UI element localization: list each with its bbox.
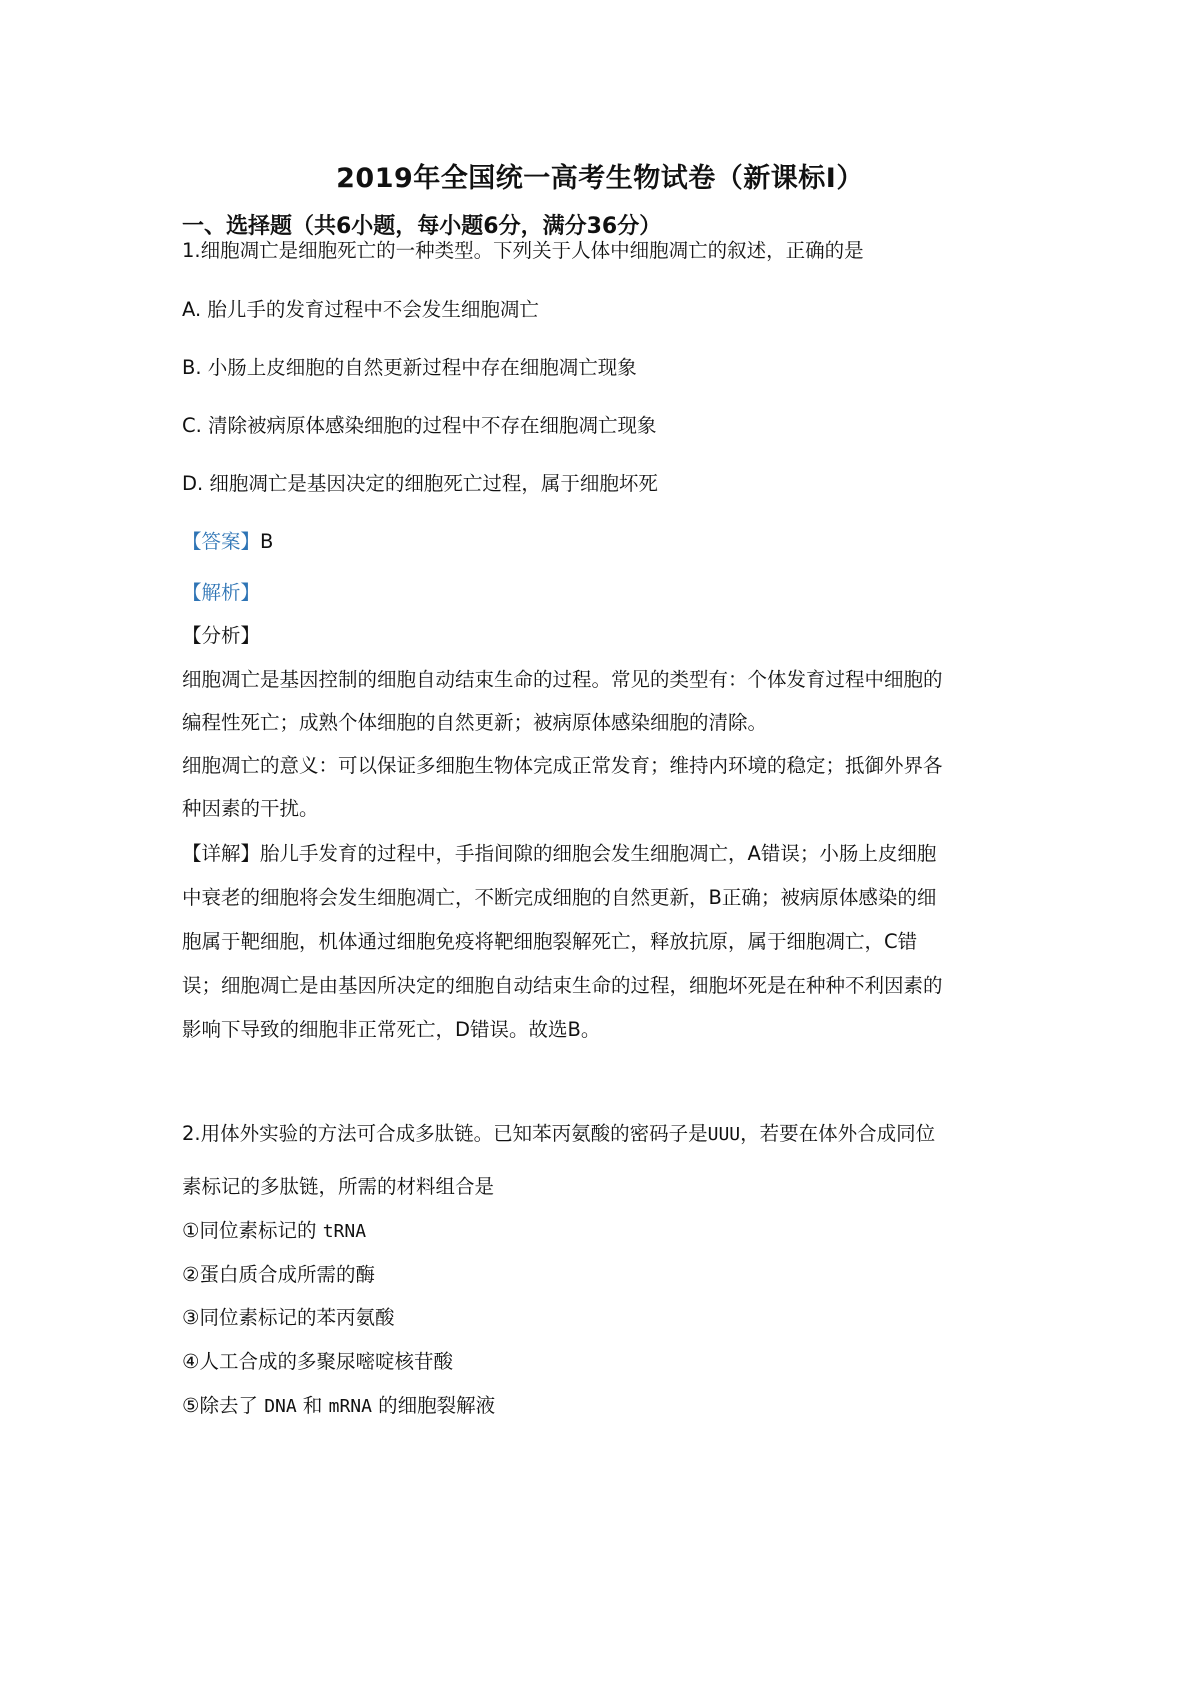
question-1-option-b: B. 小肠上皮细胞的自然更新过程中存在细胞凋亡现象 bbox=[182, 356, 637, 379]
section-heading: 一、选择题（共6小题，每小题6分，满分36分） bbox=[182, 214, 662, 239]
question-2-item-5 bbox=[182, 1392, 495, 1421]
item-text: 和 bbox=[296, 1394, 329, 1417]
question-2-item-2 bbox=[182, 1261, 375, 1289]
fenxi-tag: 【分析】 bbox=[182, 624, 261, 647]
question-2-stem bbox=[182, 1120, 935, 1149]
item-mono: tRNA bbox=[322, 1221, 367, 1242]
item-mono: DNA bbox=[264, 1396, 297, 1417]
page-title: 2019年全国统一高考生物试卷（新课标Ⅰ） bbox=[336, 163, 864, 194]
item-mono: mRNA bbox=[328, 1396, 372, 1417]
detail-line-5: 影响下导致的细胞非正常死亡，D错误。故选B。 bbox=[182, 1018, 601, 1041]
question-1-option-a: A. 胎儿手的发育过程中不会发生细胞凋亡 bbox=[182, 298, 539, 321]
question-2-stem-a: 2.用体外实验的方法可合成多肽链。已知苯丙氨酸的密码子是 bbox=[182, 1122, 708, 1145]
fenxi-line-4: 种因素的干扰。 bbox=[182, 797, 319, 820]
detail-line-1 bbox=[182, 840, 936, 868]
question-2-item-4 bbox=[182, 1348, 453, 1376]
detail-line-4: 误；细胞凋亡是由基因所决定的细胞自动结束生命的过程，细胞坏死是在种种不利因素的 bbox=[182, 974, 943, 997]
item-text: ①同位素标记的 bbox=[182, 1219, 323, 1242]
fenxi-line-3: 细胞凋亡的意义：可以保证多细胞生物体完成正常发育；维持内环境的稳定；抵御外界各 bbox=[182, 754, 943, 777]
fenxi-line-2: 编程性死亡；成熟个体细胞的自然更新；被病原体感染细胞的清除。 bbox=[182, 711, 768, 734]
question-1-stem: 1.细胞凋亡是细胞死亡的一种类型。下列关于人体中细胞凋亡的叙述，正确的是 bbox=[182, 239, 864, 262]
codon: UUU bbox=[707, 1124, 741, 1145]
answer-tag: 【答案】 bbox=[182, 530, 261, 553]
question-2-item-3 bbox=[182, 1304, 394, 1332]
analysis-tag: 【解析】 bbox=[182, 581, 261, 604]
fenxi-line-1: 细胞凋亡是基因控制的细胞自动结束生命的过程。常见的类型有：个体发育过程中细胞的 bbox=[182, 668, 943, 691]
question-2-stem-b: ，若要在体外合成同位 bbox=[740, 1122, 936, 1145]
question-1-option-d: D. 细胞凋亡是基因决定的细胞死亡过程，属于细胞坏死 bbox=[182, 472, 658, 495]
detail-tag: 【详解】 bbox=[182, 842, 261, 865]
item-text: ⑤除去了 bbox=[182, 1394, 265, 1417]
item-text: ④人工合成的多聚尿嘧啶核苷酸 bbox=[182, 1350, 453, 1373]
item-text: ③同位素标记的苯丙氨酸 bbox=[182, 1306, 395, 1329]
detail-line-2: 中衰老的细胞将会发生细胞凋亡，不断完成细胞的自然更新，B正确；被病原体感染的细 bbox=[182, 886, 937, 909]
item-text: 的细胞裂解液 bbox=[371, 1394, 496, 1417]
answer-value: B bbox=[260, 530, 274, 553]
question-2-item-1 bbox=[182, 1217, 366, 1246]
question-1-option-c: C. 清除被病原体感染细胞的过程中不存在细胞凋亡现象 bbox=[182, 414, 657, 437]
answer-line bbox=[182, 528, 273, 556]
detail-line-3: 胞属于靶细胞，机体通过细胞免疫将靶细胞裂解死亡，释放抗原，属于细胞凋亡，C错 bbox=[182, 930, 918, 953]
detail-text: 胎儿手发育的过程中，手指间隙的细胞会发生细胞凋亡，A错误；小肠上皮细胞 bbox=[260, 842, 937, 865]
item-text: ②蛋白质合成所需的酶 bbox=[182, 1263, 375, 1286]
question-2-stem-line-2: 素标记的多肽链，所需的材料组合是 bbox=[182, 1175, 495, 1198]
